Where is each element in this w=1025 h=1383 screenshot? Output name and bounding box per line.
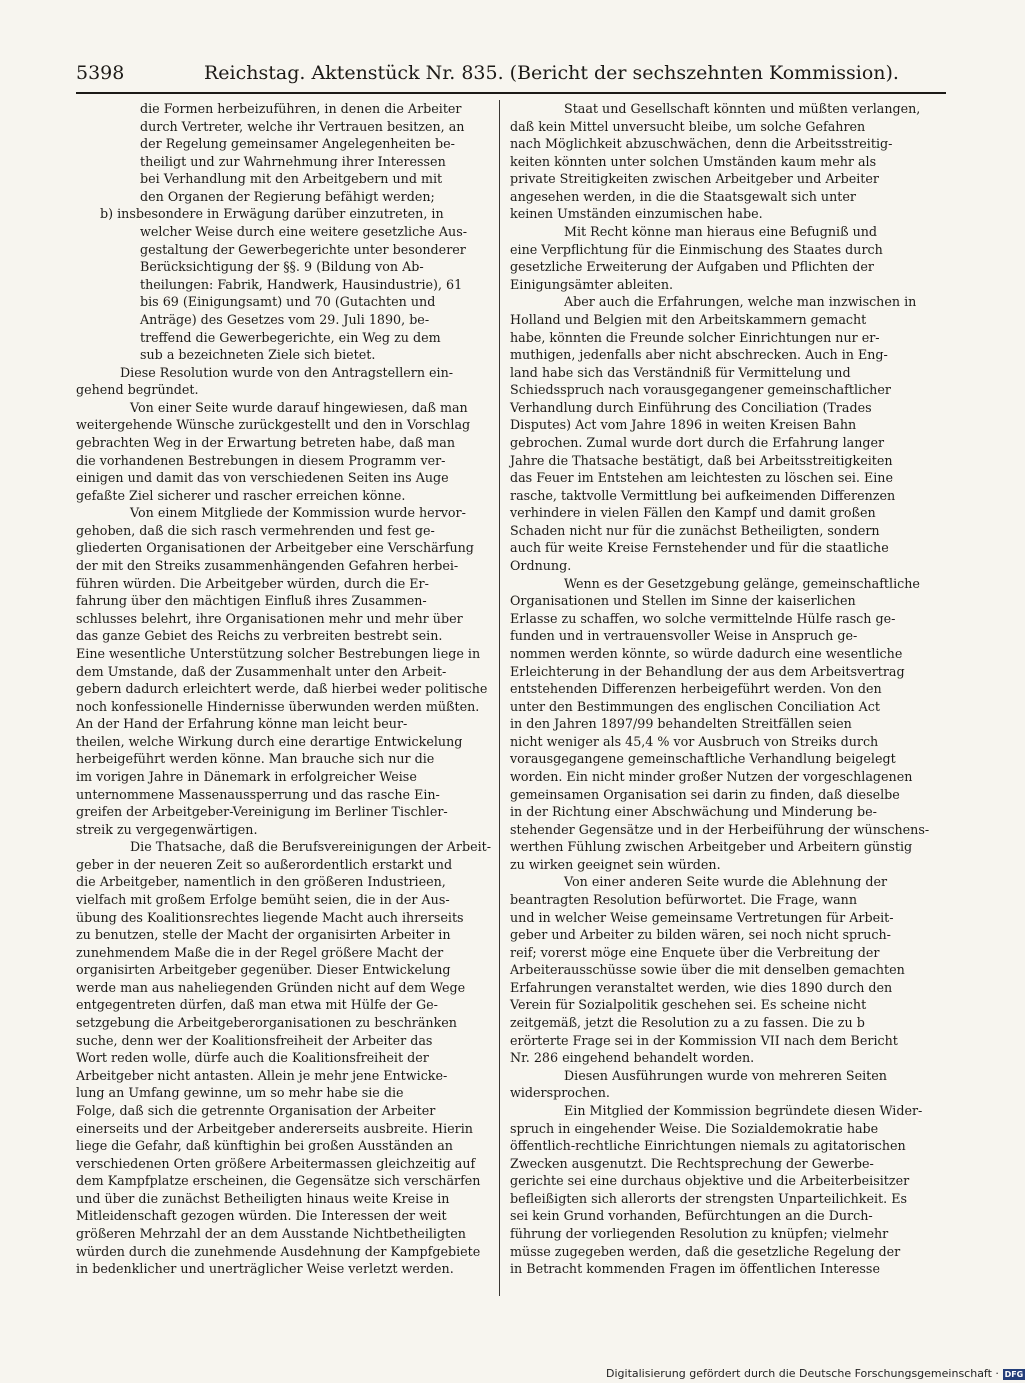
text-line: Zwecken ausgenutzt. Die Rechtsprechung der Gewerbe- <box>510 1155 874 1171</box>
text-line: auch für weite Kreise Fernstehender und für die staatliche <box>510 540 889 556</box>
text-line: keinen Umständen einzumischen habe. <box>510 206 763 222</box>
text-line: Von einem Mitgliede der Kommission wurde hervor- <box>130 505 466 521</box>
text-line: b) insbesondere in Erwägung darüber einzutreten, in <box>100 206 444 222</box>
text-line: in Betracht kommenden Fragen im öffentlichen Interesse <box>510 1261 880 1277</box>
text-line: in den Jahren 1897/99 behandelten Streitfällen seien <box>510 716 852 732</box>
text-line: angesehen werden, in die die Staatsgewalt sich unter <box>510 188 856 204</box>
text-line: Verhandlung durch Einführung des Conciliation (Trades <box>510 399 872 415</box>
text-line: werde man aus naheliegenden Gründen nicht auf dem Wege <box>76 979 466 995</box>
text-line: dem Umstande, daß der Zusammenhalt unter den Arbeit- <box>76 663 447 679</box>
text-line: gestaltung der Gewerbegerichte unter besonderer <box>140 241 466 257</box>
text-line: Schaden nicht nur für die zunächst Betheiligten, sondern <box>510 522 880 538</box>
text-line: den Organen der Regierung befähigt werden; <box>140 188 435 204</box>
text-line: Ordnung. <box>510 558 572 574</box>
text-line: geber und Arbeiter zu bilden wären, sei noch nicht spruch- <box>510 927 891 943</box>
text-line: Arbeitgeber nicht antasten. Allein je mehr jene Entwicke- <box>76 1067 448 1083</box>
text-line: Anträge) des Gesetzes vom 29. Juli 1890, be- <box>140 311 430 327</box>
text-line: habe, könnten die Freunde solcher Einrichtungen nur er- <box>510 329 880 345</box>
text-line: gefaßte Ziel sicherer und rascher erreichen könne. <box>76 487 406 503</box>
text-line: führen würden. Die Arbeitgeber würden, durch die Er- <box>76 575 429 591</box>
digitization-footer <box>606 1367 1024 1381</box>
text-line: daß kein Mittel unversucht bleibe, um solche Gefahren <box>510 118 866 134</box>
text-line: die Arbeitgeber, namentlich in den größeren Industrieen, <box>76 874 446 890</box>
text-line: befleißigten sich allerorts der strengsten Unparteilichkeit. Es <box>510 1190 907 1206</box>
text-line: das ganze Gebiet des Reichs zu verbreiten bestrebt sein. <box>76 628 443 644</box>
text-line: suche, denn wer der Koalitionsfreiheit der Arbeiter das <box>76 1032 433 1048</box>
text-line: gebrachten Weg in der Erwartung betreten habe, daß man <box>76 434 456 450</box>
text-line: Berücksichtigung der §§. 9 (Bildung von Ab- <box>140 259 424 275</box>
text-line: rasche, taktvolle Vermittlung bei aufkeimenden Differenzen <box>510 487 896 503</box>
text-line: Erfahrungen veranstaltet werden, wie dies 1890 durch den <box>510 979 893 995</box>
text-line: theilen, welche Wirkung durch eine derartige Entwickelung <box>76 733 463 749</box>
text-line: Arbeiterausschüsse sowie über die mit denselben gemachten <box>510 962 905 978</box>
text-line: Jahre die Thatsache bestätigt, daß bei Arbeitsstreitigkeiten <box>510 452 893 468</box>
text-line: weitergehende Wünsche zurückgestellt und den in Vorschlag <box>76 417 471 433</box>
text-line: vorausgegangene gemeinschaftliche Verhandlung beigelegt <box>510 751 896 767</box>
text-line: entgegentreten dürfen, daß man etwa mit Hülfe der Ge- <box>76 997 438 1013</box>
text-line: in der Richtung einer Abschwächung und Minderung be- <box>510 804 877 820</box>
footer-text: Digitalisierung gefördert durch die Deutsche Forschungsgemeinschaft · <box>606 1367 999 1380</box>
text-line: einerseits und der Arbeitgeber andererseits ausbreite. Hierin <box>76 1120 473 1136</box>
text-line: land habe sich das Verständniß für Vermittelung und <box>510 364 851 380</box>
text-line: und in welcher Weise gemeinsame Vertretungen für Arbeit- <box>510 909 894 925</box>
text-line: spruch in eingehender Weise. Die Sozialdemokratie habe <box>510 1120 879 1136</box>
text-line: Folge, daß sich die getrennte Organisation der Arbeiter <box>76 1102 436 1118</box>
text-line: Einigungsämter ableiten. <box>510 276 674 292</box>
text-line: Mit Recht könne man hieraus eine Befugniß und <box>564 224 878 240</box>
text-line: schlusses belehrt, ihre Organisationen mehr und mehr über <box>76 610 463 626</box>
text-line: vielfach mit großem Erfolge bemüht seien, die in der Aus- <box>76 892 450 908</box>
text-line: Die Thatsache, daß die Berufsvereinigungen der Arbeit- <box>130 839 492 855</box>
column-divider <box>499 100 500 1296</box>
text-line: gemeinsamen Organisation sei darin zu finden, daß dieselbe <box>510 786 900 802</box>
text-line: sub a bezeichneten Ziele sich bietet. <box>140 347 376 363</box>
text-line: übung des Koalitionsrechtes liegende Macht auch ihrerseits <box>76 909 464 925</box>
text-line: zu benutzen, stelle der Macht der organisirten Arbeiter in <box>76 927 451 943</box>
text-line: gehoben, daß die sich rasch vermehrenden und fest ge- <box>76 522 435 538</box>
text-line: Organisationen und Stellen im Sinne der kaiserlichen <box>510 593 856 609</box>
text-line: muthigen, jedenfalls aber nicht abschrecken. Auch in Eng- <box>510 347 888 363</box>
text-line: Von einer anderen Seite wurde die Ablehnung der <box>564 874 888 890</box>
text-line: Nr. 286 eingehend behandelt worden. <box>510 1050 755 1066</box>
text-line: entstehenden Differenzen herbeigeführt werden. Von den <box>510 681 882 697</box>
text-line: greifen der Arbeitgeber-Vereinigung im Berliner Tischler- <box>76 804 448 820</box>
text-line: und über die zunächst Betheiligten hinaus weite Kreise in <box>76 1190 450 1206</box>
text-line: Verein für Sozialpolitik geschehen sei. Es scheine nicht <box>510 997 867 1013</box>
text-line: keiten könnten unter solchen Umständen kaum mehr als <box>510 153 877 169</box>
text-line: theiligt und zur Wahrnehmung ihrer Interessen <box>140 153 446 169</box>
dfg-logo: DFG <box>1004 1369 1024 1379</box>
text-line: bis 69 (Einigungsamt) und 70 (Gutachten und <box>140 294 436 310</box>
text-line: eine Verpflichtung für die Einmischung des Staates durch <box>510 241 883 257</box>
text-line: einigen und damit das von verschiedenen Seiten ins Auge <box>76 470 449 486</box>
text-line: Diesen Ausführungen wurde von mehreren Seiten <box>564 1067 887 1083</box>
text-line: Erleichterung in der Behandlung der aus dem Arbeitsvertrag <box>510 663 905 679</box>
left-column <box>76 100 499 1296</box>
text-line: herbeigeführt werden könne. Man brauche sich nur die <box>76 751 435 767</box>
text-line: Wort reden wolle, dürfe auch die Koalitionsfreiheit der <box>76 1050 429 1066</box>
text-line: müsse zugegeben werden, daß die gesetzliche Regelung der <box>510 1243 901 1259</box>
text-line: das Feuer im Entstehen am leichtesten zu löschen sei. Eine <box>510 470 893 486</box>
text-line: Eine wesentliche Unterstützung solcher Bestrebungen liege in <box>76 645 481 661</box>
text-line: noch konfessionelle Hindernisse überwunden werden müßten. <box>76 698 480 714</box>
text-line: führung der vorliegenden Resolution zu knüpfen; vielmehr <box>510 1226 889 1241</box>
text-line: gliederten Organisationen der Arbeitgeber eine Verschärfung <box>76 540 474 556</box>
text-line: gebern dadurch erleichtert werde, daß hierbei weder politische <box>76 681 488 697</box>
text-line: sei kein Grund vorhanden, Befürchtungen an die Durch- <box>510 1208 873 1224</box>
text-line: Aber auch die Erfahrungen, welche man inzwischen in <box>564 294 917 310</box>
text-line: treffend die Gewerbegerichte, ein Weg zu dem <box>140 329 441 345</box>
text-line: streik zu vergegenwärtigen. <box>76 821 258 837</box>
text-line: Staat und Gesellschaft könnten und müßten verlangen, <box>564 101 921 116</box>
text-line: in bedenklicher und unerträglicher Weise verletzt werden. <box>76 1261 454 1277</box>
right-column <box>510 100 933 1296</box>
text-line: lung an Umfang gewinne, um so mehr habe sie die <box>76 1085 404 1101</box>
text-line: An der Hand der Erfahrung könne man leicht beur- <box>76 716 408 732</box>
text-line: funden und in vertrauensvoller Weise in Anspruch ge- <box>510 628 858 644</box>
text-line: der Regelung gemeinsamer Angelegenheiten be- <box>140 136 455 152</box>
text-line: die vorhandenen Bestrebungen in diesem Programm ver- <box>76 452 446 468</box>
text-line: geber in der neueren Zeit so außerordentlich erstarkt und <box>76 856 453 872</box>
text-line: Disputes) Act vom Jahre 1896 in weiten Kreisen Bahn <box>510 417 857 433</box>
text-line: gebrochen. Zumal wurde dort durch die Erfahrung langer <box>510 434 885 450</box>
text-line: nicht weniger als 45,4 % vor Ausbruch von Streiks durch <box>510 733 879 749</box>
text-line: zeitgemäß, jetzt die Resolution zu a zu fassen. Die zu b <box>510 1015 865 1031</box>
text-line: die Formen herbeizuführen, in denen die Arbeiter <box>140 101 462 116</box>
text-line: bei Verhandlung mit den Arbeitgebern und mit <box>140 171 443 187</box>
text-line: private Streitigkeiten zwischen Arbeitgeber und Arbeiter <box>510 171 879 187</box>
text-line: fahrung über den mächtigen Einfluß ihres Zusammen- <box>76 593 427 609</box>
text-line: Ein Mitglied der Kommission begründete diesen Wider- <box>564 1102 923 1118</box>
text-line: Mitleidenschaft gezogen würden. Die Interessen der weit <box>76 1208 447 1224</box>
text-line: erörterte Frage sei in der Kommission VII nach dem Bericht <box>510 1032 898 1048</box>
text-line: im vorigen Jahre in Dänemark in erfolgreicher Weise <box>76 768 417 784</box>
text-line: gehend begründet. <box>76 382 199 398</box>
running-title: Reichstag. Aktenstück Nr. 835. (Bericht der sechszehnten Kommission). <box>204 62 899 84</box>
text-line: unter den Bestimmungen des englischen Conciliation Act <box>510 698 880 714</box>
text-line: würden durch die zunehmende Ausdehnung der Kampfgebiete <box>76 1243 481 1259</box>
text-line: zunehmendem Maße die in der Regel größere Macht der <box>76 944 444 960</box>
text-line: stehender Gegensätze und in der Herbeiführung der wünschens- <box>510 821 930 837</box>
text-line: widersprochen. <box>510 1085 610 1101</box>
text-line: Schiedsspruch nach vorausgegangener gemeinschaftlicher <box>510 382 891 398</box>
text-line: theilungen: Fabrik, Handwerk, Hausindustrie), 61 <box>140 276 463 292</box>
text-line: Diese Resolution wurde von den Antragstellern ein- <box>120 364 454 380</box>
text-line: welcher Weise durch eine weitere gesetzliche Aus- <box>140 224 468 240</box>
text-line: unternommene Massenaussperrung und das rasche Ein- <box>76 786 440 802</box>
text-line: nach Möglichkeit abzuschwächen, denn die Arbeitsstreitig- <box>510 136 893 152</box>
page-header <box>76 60 946 94</box>
page-number: 5398 <box>76 62 125 84</box>
text-line: nommen werden könnte, so würde dadurch eine wesentliche <box>510 645 903 661</box>
text-line: öffentlich-rechtliche Einrichtungen niemals zu agitatorischen <box>510 1138 906 1154</box>
text-line: beantragten Resolution befürwortet. Die Frage, wann <box>510 892 858 908</box>
text-line: größeren Mehrzahl der an dem Ausstande Nichtbetheiligten <box>76 1226 466 1241</box>
text-line: worden. Ein nicht minder großer Nutzen der vorgeschlagenen <box>510 768 913 784</box>
text-line: werthen Fühlung zwischen Arbeitgeber und Arbeitern günstig <box>510 839 913 855</box>
text-line: durch Vertreter, welche ihr Vertrauen besitzen, an <box>140 118 465 134</box>
text-line: liege die Gefahr, daß künftighin bei großen Ausständen an <box>76 1138 453 1154</box>
text-line: Von einer Seite wurde darauf hingewiesen, daß man <box>130 399 468 415</box>
text-line: zu wirken geeignet sein würden. <box>510 856 721 872</box>
text-line: Erlasse zu schaffen, wo solche vermittelnde Hülfe rasch ge- <box>510 610 896 626</box>
text-line: dem Kampfplatze erscheinen, die Gegensätze sich verschärfen <box>76 1173 481 1189</box>
text-line: gerichte sei eine durchaus objektive und die Arbeiterbeisitzer <box>510 1173 910 1189</box>
text-line: Wenn es der Gesetzgebung gelänge, gemeinschaftliche <box>564 575 920 591</box>
text-line: reif; vorerst möge eine Enquete über die Verbreitung der <box>510 944 880 960</box>
text-line: gesetzliche Erweiterung der Aufgaben und Pflichten der <box>510 259 874 275</box>
text-line: der mit den Streiks zusammenhängenden Gefahren herbei- <box>76 558 459 574</box>
text-line: organisirten Arbeitgeber gegenüber. Dieser Entwickelung <box>76 962 451 978</box>
text-line: verschiedenen Orten größere Arbeitermassen gleichzeitig auf <box>76 1155 476 1171</box>
text-line: setzgebung die Arbeitgeberorganisationen zu beschränken <box>76 1015 457 1031</box>
text-line: verhindere in vielen Fällen den Kampf und damit großen <box>510 505 876 521</box>
text-line: Holland und Belgien mit den Arbeitskammern gemacht <box>510 311 867 327</box>
